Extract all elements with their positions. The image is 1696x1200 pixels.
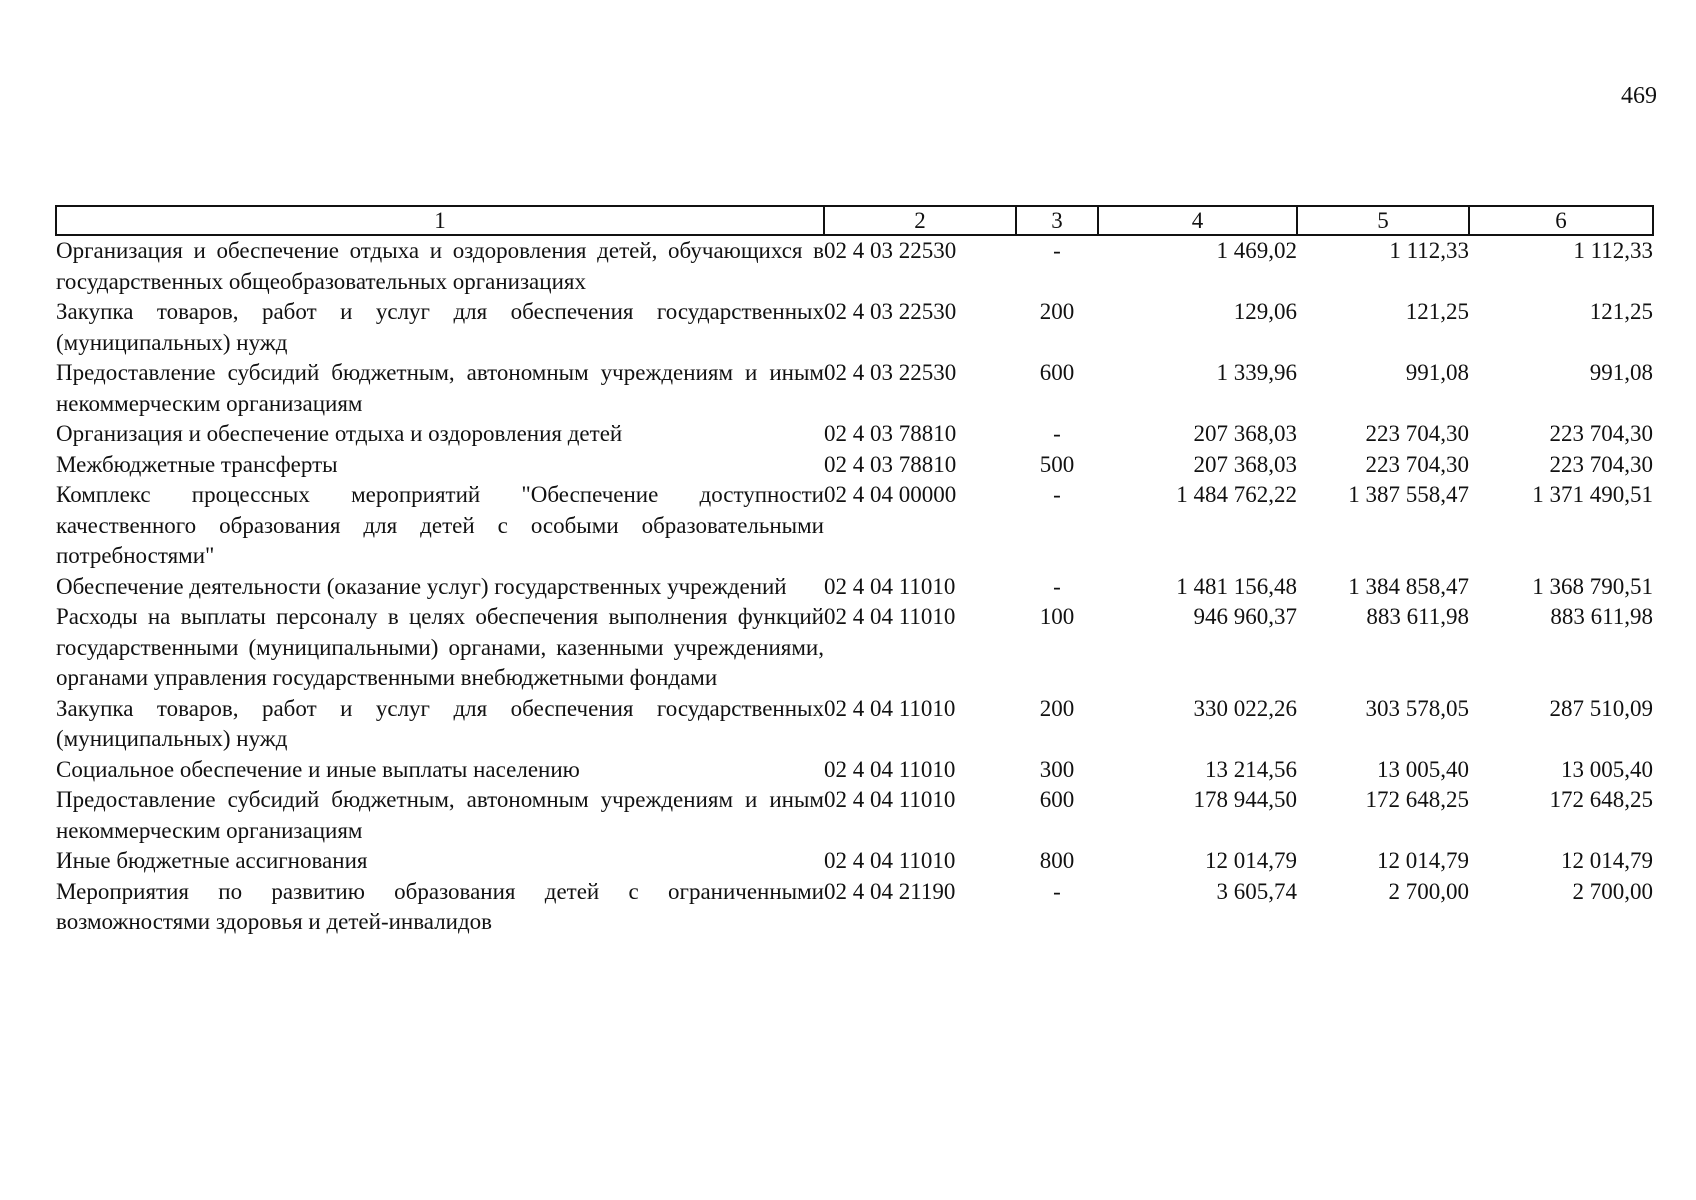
amount-col-6: 172 648,25	[1549, 787, 1653, 812]
table-row	[56, 572, 1653, 603]
expense-type-code: 600	[1039, 787, 1075, 812]
target-article-code: 02 4 03 22530	[824, 299, 957, 324]
amount-col-4: 207 368,03	[1193, 451, 1297, 477]
expense-name: Социальное обеспечение и иные выплаты населению	[56, 756, 580, 782]
amount-col-5: 1 387 558,47	[1348, 482, 1469, 507]
amount-col-4: 178 944,50	[1193, 787, 1297, 812]
amount-col-4: 330 022,26	[1193, 695, 1297, 721]
expense-name: Предоставление субсидий бюджетным, автономным учреждениям и иным некоммерческим организациям	[56, 787, 824, 843]
target-article-code: 02 4 03 78810	[824, 421, 957, 446]
expense-type-code: -	[1053, 878, 1061, 904]
table-row	[56, 694, 1653, 755]
expense-name: Расходы на выплаты персоналу в целях обеспечения выполнения функций государственными (муниципальными) органами, казенными учреждениями, органами управления государственными внебюджетными фондами	[56, 604, 824, 690]
column-header-2: 2	[824, 206, 1016, 235]
expense-type-code: 200	[1039, 299, 1075, 324]
amount-col-4: 129,06	[1233, 299, 1297, 324]
expense-type-code: -	[1053, 421, 1061, 446]
amount-col-4: 1 484 762,22	[1176, 482, 1297, 507]
amount-col-4: 13 214,56	[1205, 756, 1297, 782]
target-article-code: 02 4 03 22530	[824, 238, 957, 263]
amount-col-5: 2 700,00	[1388, 878, 1469, 904]
table-row	[56, 602, 1653, 694]
target-article-code: 02 4 04 11010	[824, 695, 956, 721]
amount-col-5: 172 648,25	[1365, 787, 1469, 812]
expense-name: Организация и обеспечение отдыха и оздоровления детей	[56, 421, 623, 446]
expense-type-code: -	[1053, 238, 1061, 263]
table-row	[56, 297, 1653, 358]
target-article-code: 02 4 04 11010	[824, 573, 956, 599]
amount-col-4: 1 339,96	[1216, 360, 1297, 385]
table-row	[56, 785, 1653, 846]
amount-col-5: 991,08	[1405, 360, 1469, 385]
expense-type-code: -	[1053, 573, 1061, 599]
column-header-1: 1	[56, 206, 824, 235]
table-body	[56, 235, 1653, 938]
table-row	[56, 755, 1653, 786]
amount-col-6: 1 371 490,51	[1532, 482, 1653, 507]
budget-table	[55, 205, 1654, 938]
expense-type-code: 300	[1039, 756, 1075, 782]
column-header-6: 6	[1469, 206, 1653, 235]
expense-name: Закупка товаров, работ и услуг для обеспечения государственных (муниципальных) нужд	[56, 299, 824, 355]
amount-col-6: 121,25	[1589, 299, 1653, 324]
expense-type-code: 200	[1039, 695, 1075, 721]
amount-col-4: 12 014,79	[1205, 848, 1297, 873]
page-number: 469	[1621, 83, 1657, 109]
amount-col-6: 13 005,40	[1561, 756, 1653, 782]
amount-col-6: 2 700,00	[1572, 878, 1653, 904]
target-article-code: 02 4 03 78810	[824, 451, 957, 477]
table-row	[56, 877, 1653, 938]
target-article-code: 02 4 04 11010	[824, 787, 956, 812]
column-header-4: 4	[1098, 206, 1297, 235]
amount-col-5: 121,25	[1405, 299, 1469, 324]
expense-type-code: 100	[1039, 604, 1075, 629]
target-article-code: 02 4 03 22530	[824, 360, 957, 385]
amount-col-6: 883 611,98	[1550, 604, 1653, 629]
target-article-code: 02 4 04 11010	[824, 848, 956, 873]
amount-col-6: 12 014,79	[1561, 848, 1653, 873]
amount-col-5: 223 704,30	[1365, 451, 1469, 477]
amount-col-4: 1 469,02	[1216, 238, 1297, 263]
table-header	[56, 206, 1653, 235]
amount-col-6: 223 704,30	[1549, 421, 1653, 446]
expense-name: Комплекс процессных мероприятий "Обеспечение доступности качественного образования для детей с особыми образовательными потребностями"	[56, 482, 824, 568]
amount-col-6: 1 368 790,51	[1532, 573, 1653, 599]
amount-col-6: 223 704,30	[1549, 451, 1653, 477]
amount-col-5: 1 384 858,47	[1348, 573, 1469, 599]
amount-col-6: 1 112,33	[1573, 238, 1653, 263]
table-row	[56, 450, 1653, 481]
expense-name: Межбюджетные трансферты	[56, 451, 338, 477]
amount-col-6: 991,08	[1589, 360, 1653, 385]
expense-type-code: 500	[1039, 451, 1075, 477]
target-article-code: 02 4 04 21190	[824, 878, 956, 904]
amount-col-6: 287 510,09	[1549, 695, 1653, 721]
amount-col-5: 1 112,33	[1389, 238, 1469, 263]
expense-name: Закупка товаров, работ и услуг для обеспечения государственных (муниципальных) нужд	[56, 695, 824, 751]
target-article-code: 02 4 04 11010	[824, 604, 956, 629]
expense-name: Иные бюджетные ассигнования	[56, 848, 368, 873]
header-row	[56, 206, 1653, 235]
amount-col-5: 12 014,79	[1377, 848, 1469, 873]
amount-col-5: 303 578,05	[1365, 695, 1469, 721]
amount-col-5: 883 611,98	[1366, 604, 1469, 629]
amount-col-4: 207 368,03	[1193, 421, 1297, 446]
column-header-3: 3	[1016, 206, 1098, 235]
expense-type-code: 600	[1039, 360, 1075, 385]
expense-type-code: -	[1053, 482, 1061, 507]
table-row	[56, 235, 1653, 297]
expense-name: Организация и обеспечение отдыха и оздоровления детей, обучающихся в государственных общеобразовательных организациях	[56, 238, 824, 294]
table-row	[56, 419, 1653, 450]
amount-col-5: 13 005,40	[1377, 756, 1469, 782]
expense-type-code: 800	[1039, 848, 1075, 873]
expense-name: Мероприятия по развитию образования детей с ограниченными возможностями здоровья и детей-инвалидов	[56, 878, 824, 934]
expense-name: Предоставление субсидий бюджетным, автономным учреждениям и иным некоммерческим организациям	[56, 360, 824, 416]
amount-col-4: 1 481 156,48	[1176, 573, 1297, 599]
amount-col-4: 3 605,74	[1216, 878, 1297, 904]
amount-col-5: 223 704,30	[1365, 421, 1469, 446]
table-row	[56, 846, 1653, 877]
table-row	[56, 480, 1653, 572]
amount-col-4: 946 960,37	[1193, 604, 1297, 629]
target-article-code: 02 4 04 00000	[824, 482, 957, 507]
target-article-code: 02 4 04 11010	[824, 756, 956, 782]
column-header-5: 5	[1297, 206, 1469, 235]
expense-name: Обеспечение деятельности (оказание услуг) государственных учреждений	[56, 573, 787, 599]
table-row	[56, 358, 1653, 419]
